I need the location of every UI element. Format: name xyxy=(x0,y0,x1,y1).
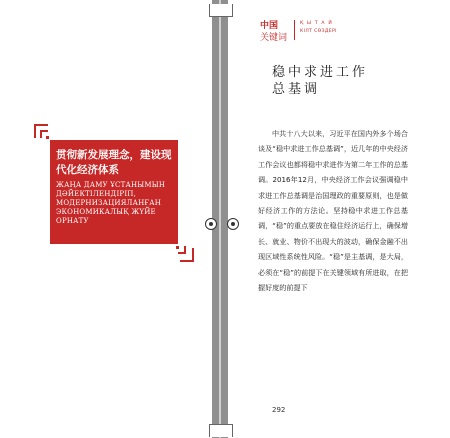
ornament-dot xyxy=(46,136,49,139)
article-title xyxy=(272,64,368,98)
header-kz-line2: КІЛТ СӨЗДЕРІ xyxy=(300,29,337,34)
article-title-line1: 稳中求进工作 xyxy=(272,65,369,80)
keyword-card-title-kz: ЖАҢА ДАМУ ҰСТАНЫМЫН ДӘЙЕКТІЛЕНДІРІП, МОДЕРНИЗАЦИЯЛАНҒАН ЭКОНОМИКАЛЫҚ ЖҮЙЕ ОРНАТУ xyxy=(56,181,166,225)
header-zh-line1: 中国 xyxy=(260,21,279,31)
article-title-line2: 总基调 xyxy=(272,82,321,97)
header-zh-line2: 关键词 xyxy=(260,33,288,43)
header-divider xyxy=(294,20,295,40)
ornament-dot xyxy=(176,246,179,249)
keyword-card-title-zh: 贯彻新发展理念，建设现代化经济体系 xyxy=(56,149,172,176)
header-kz-line1: Қ Ы Т А Й xyxy=(300,21,333,26)
keyword-card xyxy=(50,140,178,244)
article-body: 中共十八大以来，习近平在国内外多个场合谈及“稳中求进工作总基调”，近几年的中央经济工作会议也都将稳中求进作为第二年工作的总基调。2016年12月，中央经济工作会议强调稳中求进工作总基调是治国理政的重要原则，也是做好经济工作的方法论。坚持稳中求进工作总基调，“稳”的重点要放在稳住经济运行上，确保增长、就业、物价不出现大的波动，确保金融不出现区域性系统性风险。“稳”是主基调，是大局，必须在“稳”的前提下在关键领域有所进取，在把握好度的前提下 xyxy=(258,129,408,293)
spine-bracket-top xyxy=(209,4,233,17)
spine-knob-left-icon xyxy=(205,218,217,230)
spine-knob-right-icon xyxy=(227,218,239,230)
spine-bracket-bottom xyxy=(209,424,233,437)
corner-ornament-bottom-right-inner xyxy=(178,246,186,254)
page-number: 292 xyxy=(272,406,286,414)
